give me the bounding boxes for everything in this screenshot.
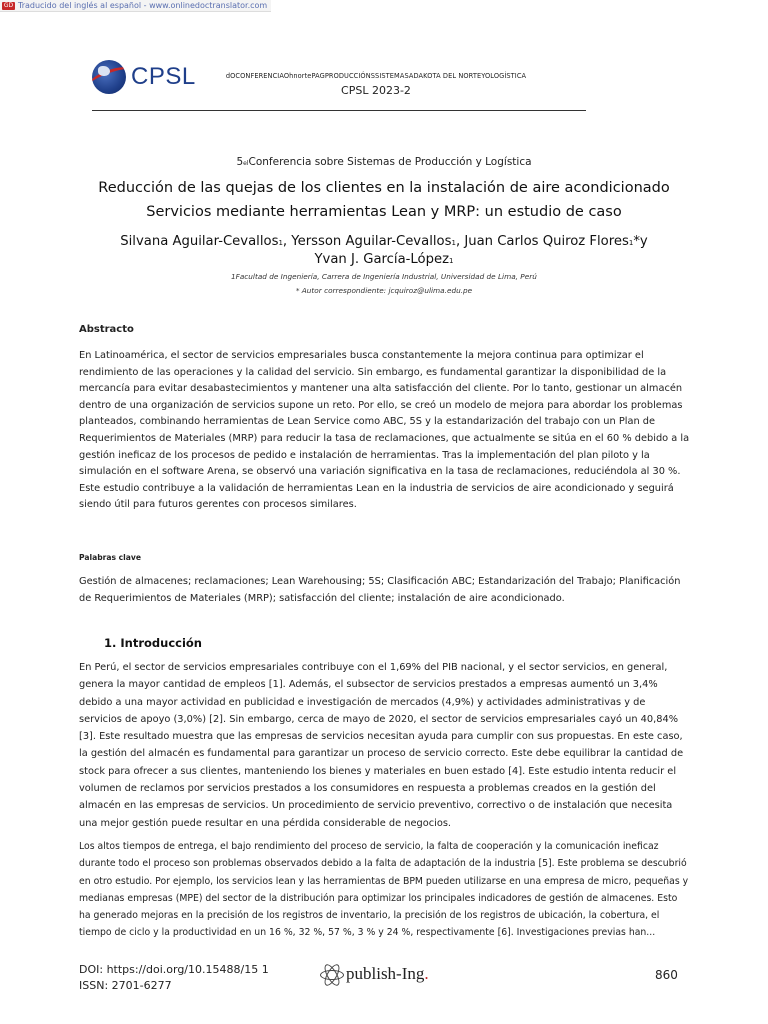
- author-list: [20, 234, 748, 249]
- issn: ISSN: 2701-6277: [79, 979, 172, 992]
- footer-identifiers: [79, 962, 269, 994]
- abstract-text: En Latinoamérica, el sector de servicios empresariales busca constantemente la mejora continua para optimizar el rendimiento de las operaciones y la calidad del servicio. Sin embargo, es fundamental garantizar la disponibilidad de la mercancía para evitar desabastecimientos y mantener una alta satisfacción del cliente. Por lo tanto, gestionar un almacén dentro de una organización de servicios supone un reto. Por ello, se creó un modelo de mejora para abordar los problemas planteados, combinando herramientas de Lean Service como ABC, 5S y la estandarización del trabajo con un Plan de Requerimientos de Materiales (MRP) para reducir la tasa de reclamaciones, que actualmente se sitúa en el 60 % debido a la gestión ineficaz de los procesos de pedido e instalación de herramientas. Tras la implementación del plan piloto y la simulación en el software Arena, se observó una variación significativa en la tasa de reclamaciones, reduciéndola al 30 %. Este estudio contribuye a la validación de herramientas Lean en la industria de servicios de aire acondicionado y seguirá siendo útil para futuros gerentes con procesos similares.: [79, 350, 690, 511]
- doi-link[interactable]: DOI: https://doi.org/10.15488/15 1: [79, 963, 269, 976]
- conference-number: 5: [236, 156, 244, 168]
- globe-icon: [92, 60, 126, 94]
- author-affiliation-index: 1: [449, 257, 454, 265]
- author-affiliation-index: 1: [628, 239, 634, 247]
- cpsl-logo: [92, 60, 196, 94]
- translation-banner[interactable]: [0, 0, 271, 12]
- conference-label: Conferencia sobre Sistemas de Producción y Logística: [248, 156, 532, 168]
- author-name: , Yersson Aguilar-Cevallos: [282, 234, 452, 249]
- header-divider: [92, 110, 586, 111]
- author-name: Silvana Aguilar-Cevallos: [120, 234, 279, 249]
- affiliation-text: Facultad de Ingeniería, Carrera de Ingeniería Industrial, Universidad de Lima, Perú: [235, 272, 537, 281]
- keywords-text: Gestión de almacenes; reclamaciones; Lean Warehousing; 5S; Clasificación ABC; Estandarización del Trabajo; Planificación de Requerimientos de Materiales (MRP); satisfacción del cliente; instalación de aire acondicionado.: [79, 576, 681, 604]
- publisher-name-text: publish-Ing: [346, 964, 425, 983]
- introduction-paragraph: Los altos tiempos de entrega, el bajo rendimiento del proceso de servicio, la falta de cooperación y la comunicación ineficaz durante todo el proceso son problemas observados debido a la falta de adaptación de la industria [5]. Este problema se descubrió en otro estudio. Por ejemplo, los servicios lean y las herramientas de BPM pueden utilizarse en una empresa de micro, pequeñas y medianas empresas (MPE) del sector de la distribución para optimizar los principales indicadores de gestión de almacenes. Esto ha generado mejoras en la precisión de los registros de inventario, la precisión de los registros de ubicación, la cobertura, el tiempo de ciclo y la productividad en un 16 %, 32 %, 57 %, 3 % y 24 %, respectivamente [6]. Investigaciones previas han...: [79, 841, 689, 939]
- corresponding-author: * Autor correspondiente: jcquiroz@ulima.edu.pe: [295, 286, 473, 295]
- paper-title-line-1: Reducción de las quejas de los clientes en la instalación de aire acondicionado: [98, 180, 670, 196]
- publisher-name: [346, 964, 429, 984]
- affiliation-index: 1: [231, 273, 236, 281]
- series-title: dOCONFERENCIAOhnortePAGPRODUCCIÓNSSISTEMASADAKOTA DEL NORTEYOLOGÍSTICA: [225, 72, 527, 80]
- introduction-paragraph: En Perú, el sector de servicios empresariales contribuye con el 1,69% del PIB nacional, y el sector servicios, en general, genera la mayor cantidad de empleos [1]. Además, el subsector de servicios prestados a empresas aumentó un 3,4% debido a una mayor actividad en publicidad e investigación de mercados (4,9%) y actividades administrativas y de servicios de apoyo (3,0%) [2]. Sin embargo, cerca de mayo de 2020, el sector de servicios empresariales cayó un 40,84% [3]. Este resultado muestra que las empresas de servicios necesitan ayuda para cumplir con sus propuestas. En este caso, la gestión del almacén es fundamental para garantizar un proceso de servicio correcto. Este debe equilibrar la cantidad de stock para ofrecer a sus clientes, manteniendo los bienes y materiales en buen estado [4]. Este estudio intenta reducir el volumen de reclamos por servicios prestados a los consumidores en respuesta a problemas creados en la gestión del almacén en las empresas de servicios. Un procedimiento de servicio preventivo, correctivo o de instalación que necesita una mejor gestión puede resultar en una pérdida considerable de negocios.: [79, 662, 684, 829]
- series-year: CPSL 2023-2: [341, 84, 411, 97]
- page-number: 860: [655, 968, 678, 982]
- author-list-line-2: [20, 252, 748, 267]
- translator-icon: GD: [3, 1, 14, 9]
- author-affiliation-index: 1: [451, 239, 456, 247]
- conference-ordinal: el: [243, 160, 249, 167]
- author-name: , Juan Carlos Quiroz Flores: [455, 234, 629, 249]
- author-connector: *y: [633, 234, 648, 249]
- abstract-heading: Abstracto: [79, 324, 134, 335]
- atom-icon: [320, 962, 344, 986]
- translation-banner-text[interactable]: Traducido del inglés al español - www.onlinedoctranslator.com: [18, 1, 268, 10]
- logo-text: CPSL: [131, 63, 196, 90]
- conference-name: [0, 156, 768, 168]
- author-name: Yvan J. García-López: [314, 252, 450, 267]
- publisher-logo: [320, 962, 429, 986]
- paper-title-line-2: Servicios mediante herramientas Lean y MRP: un estudio de caso: [146, 204, 622, 220]
- introduction-heading: 1. Introducción: [104, 636, 202, 650]
- keywords-heading: Palabras clave: [79, 553, 142, 562]
- publisher-dot: .: [424, 964, 429, 983]
- affiliation: [0, 272, 768, 281]
- author-affiliation-index: 1: [278, 239, 283, 247]
